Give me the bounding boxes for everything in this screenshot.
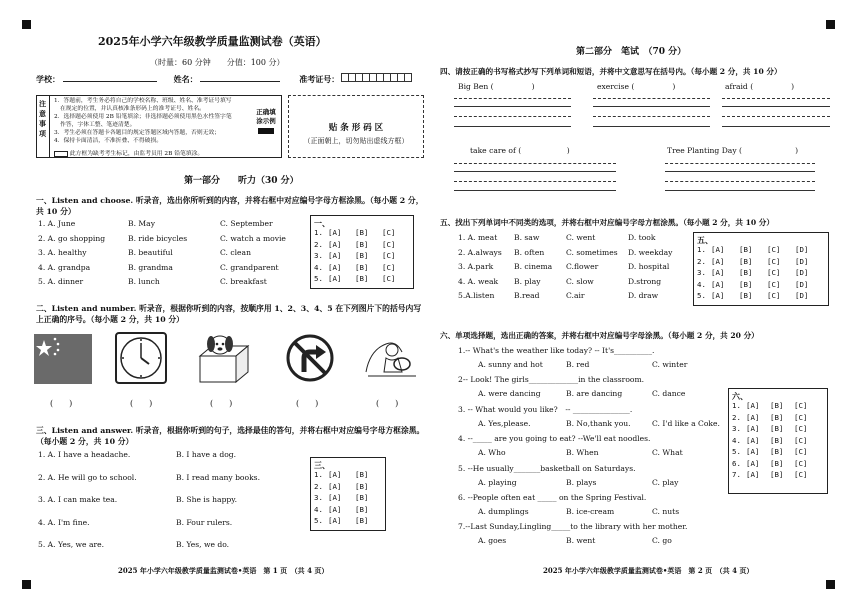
writing-line[interactable] [454, 106, 571, 107]
answer-bubble[interactable]: [D] [795, 245, 809, 254]
answer-number: 2. [314, 481, 323, 491]
s1-heading: 一、Listen and choose. 听录音，选出你所听到的内容，并将右框中对应编号字母方框涂黑。（每小题 2 分，共 10 分） [36, 196, 424, 216]
barcode-area [288, 95, 424, 158]
registration-mark [826, 580, 835, 589]
answer-box-title: 五、 [697, 235, 713, 245]
item-option: C. breakfast [220, 277, 267, 287]
item-option: 5. A. dinner [38, 277, 84, 287]
answer-number: 6. [732, 458, 741, 468]
answer-box-row [732, 401, 824, 413]
item-option: 4. A. I'm fine. [38, 517, 90, 527]
answer-bubble[interactable]: [B] [355, 504, 369, 514]
item-option: 1. A. meat [458, 233, 498, 242]
s5-answer-box [693, 232, 829, 306]
answer-bubble[interactable]: [B] [355, 481, 369, 491]
item-option: 4. A. weak [458, 276, 499, 286]
item-option: A. were dancing [478, 389, 541, 399]
item-option: B. Yes, we do. [176, 540, 230, 549]
answer-bubble[interactable]: [A] [746, 458, 760, 468]
s4-word: afraid ( ) [725, 82, 795, 91]
item-option: A. sunny and hot [478, 360, 543, 369]
answer-bubble[interactable]: [A] [711, 256, 725, 266]
name-label: 姓名： [173, 74, 198, 84]
answer-box-row [732, 436, 824, 448]
s4-word: take care of ( ) [470, 146, 570, 155]
answer-bubble[interactable]: [A] [746, 447, 760, 456]
answer-number: 5. [314, 274, 323, 283]
exam-no-label: 准考证号： [299, 74, 340, 84]
answer-bubble[interactable]: [B] [739, 279, 753, 289]
writing-line[interactable] [665, 171, 815, 172]
answer-number: 1. [314, 470, 323, 479]
answer-number: 4. [732, 435, 741, 445]
writing-line[interactable] [722, 126, 830, 127]
item-option: D.strong [628, 276, 662, 286]
item-option: C. clean [220, 248, 251, 258]
registration-mark [22, 20, 31, 29]
item-option: C.flower [566, 262, 599, 272]
answer-bubble[interactable]: [C] [767, 268, 781, 277]
answer-bubble[interactable]: [C] [382, 274, 396, 283]
writing-line[interactable] [593, 98, 710, 99]
answer-box-title: 一、 [314, 218, 330, 228]
answer-bubble[interactable]: [B] [355, 470, 369, 479]
item-option: B. often [514, 247, 545, 257]
answer-bubble[interactable]: [A] [328, 251, 342, 260]
item-option: A. Yes,please. [478, 418, 531, 428]
s3-heading: 三、Listen and answer. 听录音，根据你听到的句子，选择最佳的答句，并将右框中对应编号字母方框涂黑。（每小题 2 分，共 10 分） [36, 426, 425, 446]
item-option: C. slow [566, 276, 594, 286]
item-option: C. go [652, 536, 672, 546]
question-stem: 2-- Look! The girls_____________in the classroom. [458, 375, 645, 385]
item-option: A. goes [478, 536, 507, 546]
answer-bubble[interactable]: [A] [711, 245, 725, 254]
answer-number: 3. [732, 424, 741, 433]
s2-answer-paren[interactable]: ( ) [210, 399, 233, 408]
answer-number: 2. [697, 256, 706, 266]
answer-bubble[interactable]: [C] [767, 245, 781, 254]
item-option: B. red [566, 360, 590, 369]
item-option: D. weekday [628, 247, 673, 257]
answer-box-row [697, 245, 825, 257]
item-option: B. cinema [514, 262, 553, 272]
notice-title: 注意事项 [37, 96, 50, 157]
answer-box-row [732, 424, 824, 436]
barcode-note: （正面朝上，切勿贴出虚线方框） [303, 137, 409, 145]
writing-line[interactable] [454, 163, 616, 164]
question-stem: 7.--Last Sunday,Lingling_____to the library with her mother. [458, 522, 688, 532]
page2-footer: 2025 年小学六年级教学质量监测试卷•英语 第 2 页 （共 4 页） [543, 566, 754, 575]
s3-answer-box [310, 457, 386, 531]
answer-bubble[interactable]: [B] [739, 256, 753, 266]
answer-number: 5. [732, 447, 741, 456]
question-stem: 4. --_____ are you going to eat? --We'll eat noodles. [458, 434, 651, 444]
item-option: B. I read many books. [176, 472, 260, 482]
item-option: C. grandparent [220, 262, 279, 272]
item-option: C.air [566, 291, 585, 301]
answer-bubble[interactable]: [A] [328, 228, 342, 237]
item-option: D. took [628, 233, 656, 242]
s4-word: exercise ( ) [597, 82, 676, 91]
item-option: B. I have a dog. [176, 450, 237, 459]
answer-bubble[interactable]: [B] [355, 239, 369, 249]
item-option: B. grandma [128, 262, 173, 272]
answer-number: 7. [732, 470, 741, 479]
notice-text: 1．答题前，考生务必将自己的学校名称、班级、姓名、准考证号填写 在规定的位置，并认真核准条形码上的准考证号、姓名。 2．选择题必须使用 2B 铅笔填涂；非选择题必须使用黑色水性签字笔 作答，字体工整、笔迹清楚。 3．考生必须在答题卡各题目的规定答题区域内答题，否则无效； 4．保持卡面清洁，不准折叠、不得破损。 [54, 98, 232, 144]
item-option: D. draw [628, 291, 659, 301]
item-option: 1. A. June [38, 219, 76, 228]
answer-bubble[interactable]: [A] [328, 239, 342, 249]
clock-picture [115, 332, 167, 384]
writing-line[interactable] [454, 181, 616, 182]
answer-bubble[interactable]: [A] [328, 481, 342, 491]
item-option: 2. A.always [458, 247, 502, 257]
answer-bubble[interactable]: [A] [711, 279, 725, 289]
answer-bubble[interactable]: [C] [794, 470, 808, 479]
item-option: 3. A.park [458, 262, 494, 272]
answer-bubble[interactable]: [D] [795, 268, 809, 277]
driver-picture [362, 332, 422, 384]
answer-bubble[interactable]: [B] [770, 458, 784, 468]
item-option: B. play [514, 276, 541, 286]
answer-bubble[interactable]: [C] [767, 256, 781, 266]
item-option: B. When [566, 448, 599, 458]
answer-number: 3. [314, 493, 323, 502]
answer-bubble[interactable]: [C] [382, 262, 396, 272]
answer-box-row [314, 516, 382, 528]
answer-bubble[interactable]: [A] [328, 504, 342, 514]
answer-bubble[interactable]: [C] [794, 435, 808, 445]
writing-line[interactable] [722, 106, 830, 107]
exam-no-cells[interactable] [342, 75, 412, 84]
answer-bubble[interactable]: [D] [795, 279, 809, 289]
answer-bubble[interactable]: [C] [767, 279, 781, 289]
name-field[interactable] [200, 81, 280, 82]
item-option: B. ice-cream [566, 507, 615, 516]
writing-line[interactable] [593, 106, 710, 107]
writing-line[interactable] [665, 190, 815, 191]
answer-bubble[interactable]: [A] [328, 493, 342, 502]
registration-mark [826, 20, 835, 29]
item-option: C. sometimes [566, 247, 618, 257]
answer-number: 4. [314, 504, 323, 514]
item-option: C. September [220, 219, 273, 228]
answer-bubble[interactable]: [B] [770, 424, 784, 433]
answer-bubble[interactable]: [B] [355, 228, 369, 237]
item-option: 2. A. go shopping [38, 233, 106, 243]
item-option: 1. A. I have a headache. [38, 450, 131, 459]
answer-bubble[interactable]: [A] [328, 516, 342, 525]
s6-answer-box [728, 388, 828, 494]
question-stem: 6. --People often eat _____ on the Spring Festival. [458, 493, 647, 502]
item-option: A. playing [478, 477, 517, 487]
answer-bubble[interactable]: [B] [770, 412, 784, 422]
item-option: B. ride bicycles [128, 233, 188, 243]
item-option: C. play [652, 477, 679, 487]
absent-checkbox[interactable] [54, 151, 68, 157]
question-stem: 1.-- What's the weather like today? -- It's__________. [458, 346, 655, 355]
answer-bubble[interactable]: [D] [795, 256, 809, 266]
answer-bubble[interactable]: [C] [794, 447, 808, 456]
item-option: C. winter [652, 360, 688, 369]
s5-heading: 五、找出下列单词中不同类的选项，并将右框中对应编号字母方框涂黑。（每小题 2 分，共 10 分） [440, 218, 774, 227]
flag-picture [34, 334, 92, 384]
answer-bubble[interactable]: [A] [328, 470, 342, 479]
s2-answer-paren[interactable]: ( ) [130, 399, 153, 408]
writing-line[interactable] [454, 190, 616, 191]
fill-example: 正确填涂示例 [256, 108, 276, 134]
item-option: 3. A. I can make tea. [38, 495, 118, 504]
answer-box-title: 三、 [314, 460, 330, 470]
answer-number: 4. [314, 262, 323, 272]
answer-bubble[interactable]: [B] [355, 516, 369, 525]
dog-in-box-picture [194, 332, 258, 384]
item-option: D. hospital [628, 262, 670, 272]
answer-bubble[interactable]: [C] [767, 291, 781, 300]
answer-box-row [314, 240, 410, 252]
answer-bubble[interactable]: [A] [711, 291, 725, 300]
s2-heading: 二、Listen and number. 听录音，根据你听到的内容，按顺序用 1、2、3、4、5 在下列图片下的括号内写上正确的序号。（每小题 2 分，共 10 分） [36, 304, 422, 324]
answer-box-row [697, 291, 825, 303]
answer-number: 2. [732, 412, 741, 422]
answer-number: 1. [314, 228, 323, 237]
answer-bubble[interactable]: [B] [355, 262, 369, 272]
answer-number: 2. [314, 239, 323, 249]
item-option: C. What [652, 448, 683, 458]
part2-title: 第二部分 笔试 （70 分） [576, 47, 687, 57]
answer-box-row [732, 413, 824, 425]
item-option: B. She is happy. [176, 495, 237, 504]
answer-number: 1. [697, 245, 706, 254]
no-right-turn-sign-picture [282, 332, 338, 384]
answer-box-row [314, 263, 410, 275]
answer-box-row [732, 470, 824, 482]
item-option: C. nuts [652, 507, 680, 516]
answer-number: 3. [314, 251, 323, 260]
answer-box-row [314, 228, 410, 240]
writing-line[interactable] [722, 116, 830, 117]
answer-bubble[interactable]: [B] [739, 268, 753, 277]
answer-bubble[interactable]: [C] [382, 228, 396, 237]
s4-heading: 四、请按正确的书写格式抄写下列单词和短语，并将中文意思写在括号内。（每小题 2 分，共 10 分） [440, 67, 782, 76]
answer-bubble[interactable]: [A] [746, 412, 760, 422]
answer-box-row [314, 493, 382, 505]
item-option: 5.A.listen [458, 291, 495, 301]
item-option: 4. A. grandpa [38, 262, 91, 272]
item-option: B. lunch [128, 277, 160, 287]
answer-box-title: 六、 [732, 391, 748, 401]
answer-bubble[interactable]: [C] [382, 251, 396, 260]
answer-bubble[interactable]: [A] [711, 268, 725, 277]
item-option: C. dance [652, 389, 686, 399]
answer-box-row [314, 251, 410, 263]
s2-answer-paren[interactable]: ( ) [376, 399, 399, 408]
answer-bubble[interactable]: [C] [794, 401, 808, 410]
answer-bubble[interactable]: [A] [328, 262, 342, 272]
answer-bubble[interactable]: [B] [739, 291, 753, 300]
writing-line[interactable] [454, 98, 571, 99]
answer-bubble[interactable]: [B] [355, 274, 369, 283]
item-option: B. are dancing [566, 389, 623, 399]
writing-line[interactable] [454, 116, 571, 117]
item-option: B. saw [514, 233, 540, 242]
item-option: B. went [566, 536, 596, 546]
item-option: B. plays [566, 477, 597, 487]
school-field[interactable] [63, 81, 157, 82]
writing-line[interactable] [454, 126, 571, 127]
answer-bubble[interactable]: [B] [770, 401, 784, 410]
barcode-title: 贴 条 形 码 区 [328, 123, 384, 133]
answer-bubble[interactable]: [A] [746, 424, 760, 433]
answer-bubble[interactable]: [B] [355, 251, 369, 260]
item-option: B.read [514, 291, 540, 301]
answer-bubble[interactable]: [A] [746, 435, 760, 445]
answer-bubble[interactable]: [D] [795, 291, 809, 300]
item-option: C. watch a movie [220, 233, 286, 243]
answer-bubble[interactable]: [B] [355, 493, 369, 502]
item-option: C. went [566, 233, 596, 242]
answer-box-row [697, 257, 825, 269]
writing-line[interactable] [593, 126, 710, 127]
item-option: 3. A. healthy [38, 248, 87, 258]
writing-line[interactable] [593, 116, 710, 117]
writing-line[interactable] [722, 98, 830, 99]
writing-line[interactable] [665, 181, 815, 182]
answer-bubble[interactable]: [B] [739, 245, 753, 254]
item-option: B. May [128, 219, 156, 228]
item-option: C. I'd like a Coke. [652, 418, 720, 428]
question-stem: 3. -- What would you like? -- _______________. [458, 404, 633, 414]
answer-box-row [314, 482, 382, 494]
answer-box-row [732, 459, 824, 471]
filled-sample-mark [258, 128, 274, 134]
s2-answer-paren[interactable]: ( ) [50, 399, 73, 408]
answer-bubble[interactable]: [C] [382, 239, 396, 249]
item-option: B. Four rulers. [176, 517, 233, 527]
item-option: B. beautiful [128, 248, 173, 258]
student-info-row [36, 73, 412, 85]
page1-footer: 2025 年小学六年级教学质量监测试卷•英语 第 1 页 （共 4 页） [118, 566, 329, 575]
exam-title: 2025年小学六年级教学质量监测试卷（英语） [98, 35, 327, 48]
answer-box-row [314, 470, 382, 482]
s1-answer-box [310, 215, 414, 289]
answer-bubble[interactable]: [C] [794, 424, 808, 433]
item-option: 2. A. He will go to school. [38, 472, 137, 482]
answer-bubble[interactable]: [A] [746, 470, 760, 479]
item-option: A. Who [478, 448, 506, 458]
part1-title: 第一部分 听力（30 分） [184, 176, 299, 186]
s2-answer-paren[interactable]: ( ) [296, 399, 319, 408]
answer-bubble[interactable]: [B] [770, 447, 784, 456]
s4-word: Tree Planting Day ( ) [667, 146, 799, 155]
answer-number: 4. [697, 279, 706, 289]
time-score: （时量：60 分钟 分值：100 分） [150, 58, 285, 67]
absent-mark-row: 此方框为缺考考生标记，由监考员用 2B 铅笔填涂。 [54, 148, 203, 157]
answer-box-row [314, 505, 382, 517]
s6-heading: 六、单项选择题，选出正确的答案，并将右框中对应编号字母涂黑。（每小题 2 分，共 20 分） [440, 331, 759, 340]
question-stem: 5. --He usually_______basketball on Saturdays. [458, 463, 636, 473]
answer-box-row [314, 274, 410, 286]
answer-bubble[interactable]: [A] [328, 274, 342, 283]
answer-box-row [697, 268, 825, 280]
answer-number: 5. [314, 516, 323, 525]
registration-mark [22, 580, 31, 589]
answer-box-row [697, 280, 825, 292]
answer-number: 3. [697, 268, 706, 277]
s4-word: Big Ben ( ) [458, 82, 535, 91]
answer-bubble[interactable]: [B] [770, 470, 784, 479]
school-label: 学校： [36, 74, 60, 84]
writing-line[interactable] [665, 163, 815, 164]
answer-number: 1. [732, 401, 741, 410]
answer-bubble[interactable]: [C] [794, 412, 808, 422]
item-option: A. dumplings [478, 507, 529, 516]
writing-line[interactable] [454, 171, 616, 172]
answer-box-row [732, 447, 824, 459]
answer-bubble[interactable]: [C] [794, 458, 808, 468]
item-option: B. No,thank you. [566, 418, 631, 428]
item-option: 5. A. Yes, we are. [38, 540, 105, 549]
answer-number: 5. [697, 291, 706, 300]
answer-bubble[interactable]: [B] [770, 435, 784, 445]
answer-bubble[interactable]: [A] [746, 401, 760, 410]
